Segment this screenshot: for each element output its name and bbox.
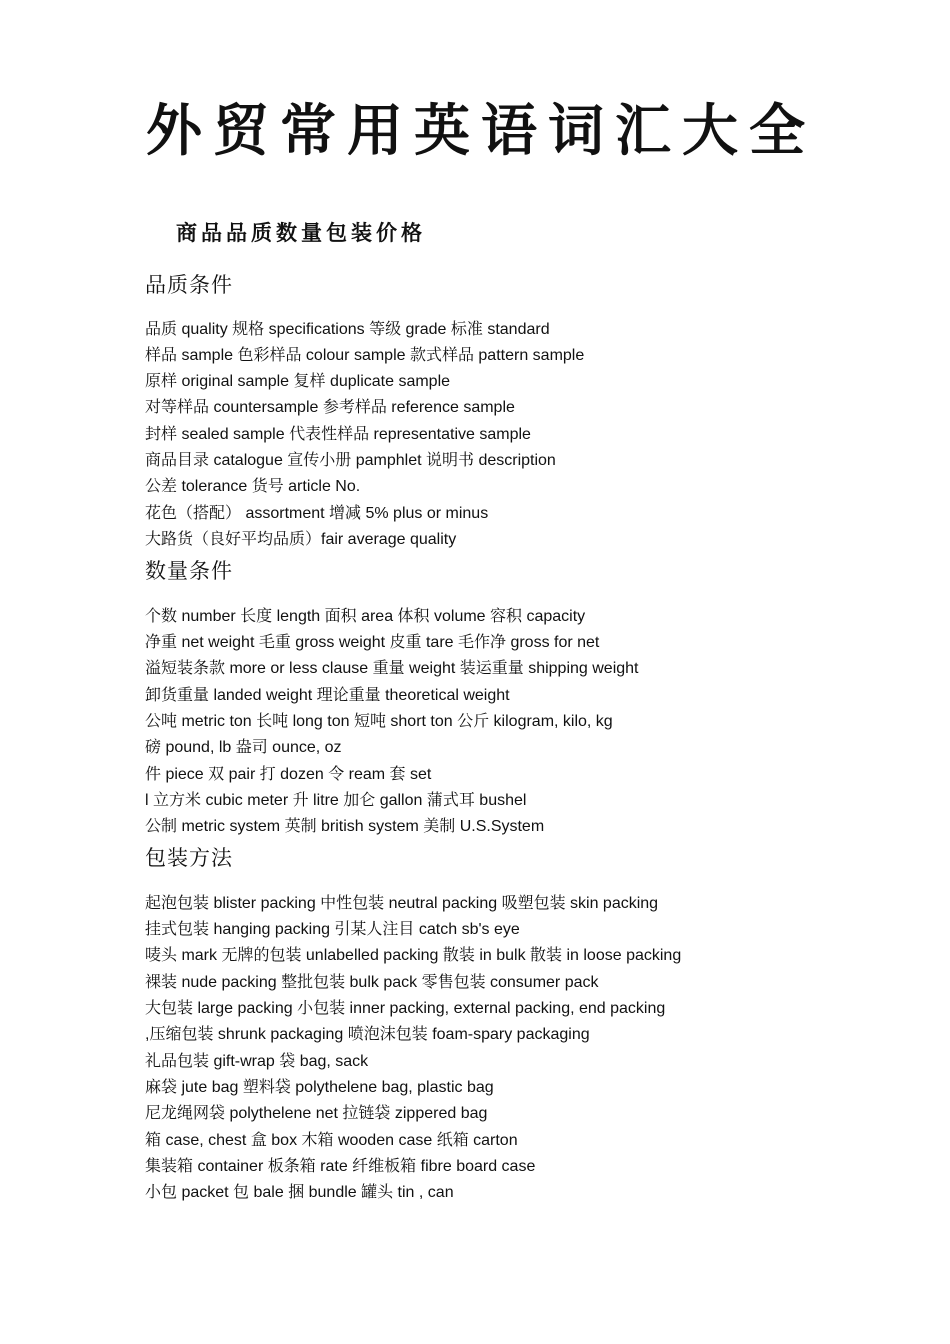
vocab-line: 样品 sample 色彩样品 colour sample 款式样品 pattern sample [145,347,585,364]
vocab-line: 公吨 metric ton 长吨 long ton 短吨 short ton 公斤 kilogram, kilo, kg [145,713,613,730]
vocab-line: 起泡包装 blister packing 中性包装 neutral packing 吸塑包装 skin packing [145,895,659,912]
vocab-line: l 立方米 cubic meter 升 litre 加仑 gallon 蒲式耳 bushel [145,792,527,809]
vocab-line: 件 piece 双 pair 打 dozen 令 ream 套 set [145,766,432,783]
vocab-line: 箱 case, chest 盒 box 木箱 wooden case 纸箱 carton [145,1132,518,1149]
vocab-line: 挂式包装 hanging packing 引某人注目 catch sb's eye [145,921,520,938]
section-heading-quantity: 数量条件 [145,559,233,583]
vocab-line: 溢短装条款 more or less clause 重量 weight 装运重量 shipping weight [145,660,639,677]
vocab-line: 卸货重量 landed weight 理论重量 theoretical weight [145,687,510,704]
vocab-line: 磅 pound, lb 盎司 ounce, oz [145,739,342,756]
vocab-line: 原样 original sample 复样 duplicate sample [145,373,451,390]
vocab-line: 净重 net weight 毛重 gross weight 皮重 tare 毛作净 gross for net [145,634,600,651]
vocab-line: 公差 tolerance 货号 article No. [145,478,361,495]
vocab-line: 唛头 mark 无牌的包装 unlabelled packing 散装 in bulk 散装 in loose packing [145,947,682,964]
vocab-line: 公制 metric system 英制 british system 美制 U.S.System [145,818,545,835]
section-heading-packing: 包装方法 [145,846,233,870]
vocab-line: 花色（搭配） assortment 增减 5% plus or minus [145,505,489,522]
document-subtitle: 商品品质数量包装价格 [176,220,426,245]
vocab-line: 商品目录 catalogue 宣传小册 pamphlet 说明书 description [145,452,556,469]
vocab-line: 个数 number 长度 length 面积 area 体积 volume 容积 capacity [145,608,586,625]
vocab-line: 裸装 nude packing 整批包装 bulk pack 零售包装 consumer pack [145,974,599,991]
vocab-line: 尼龙绳网袋 polythelene net 拉链袋 zippered bag [145,1105,488,1122]
vocab-line: 礼品包装 gift-wrap 袋 bag, sack [145,1053,369,1070]
vocab-line: 大包装 large packing 小包装 inner packing, external packing, end packing [145,1000,666,1017]
vocab-line: ,压缩包装 shrunk packaging 喷泡沫包装 foam-spary packaging [145,1026,590,1043]
vocab-line: 麻袋 jute bag 塑料袋 polythelene bag, plastic bag [145,1079,494,1096]
vocab-line: 对等样品 countersample 参考样品 reference sample [145,399,515,416]
section-heading-quality: 品质条件 [145,273,233,297]
vocab-line: 品质 quality 规格 specifications 等级 grade 标准 standard [145,321,550,338]
document-title: 外贸常用英语词汇大全 [146,98,816,164]
vocab-line: 封样 sealed sample 代表性样品 representative sample [145,426,531,443]
vocab-line: 小包 packet 包 bale 捆 bundle 罐头 tin , can [145,1184,454,1201]
vocab-line: 大路货（良好平均品质）fair average quality [145,531,457,548]
vocab-line: 集装箱 container 板条箱 rate 纤维板箱 fibre board case [145,1158,536,1175]
